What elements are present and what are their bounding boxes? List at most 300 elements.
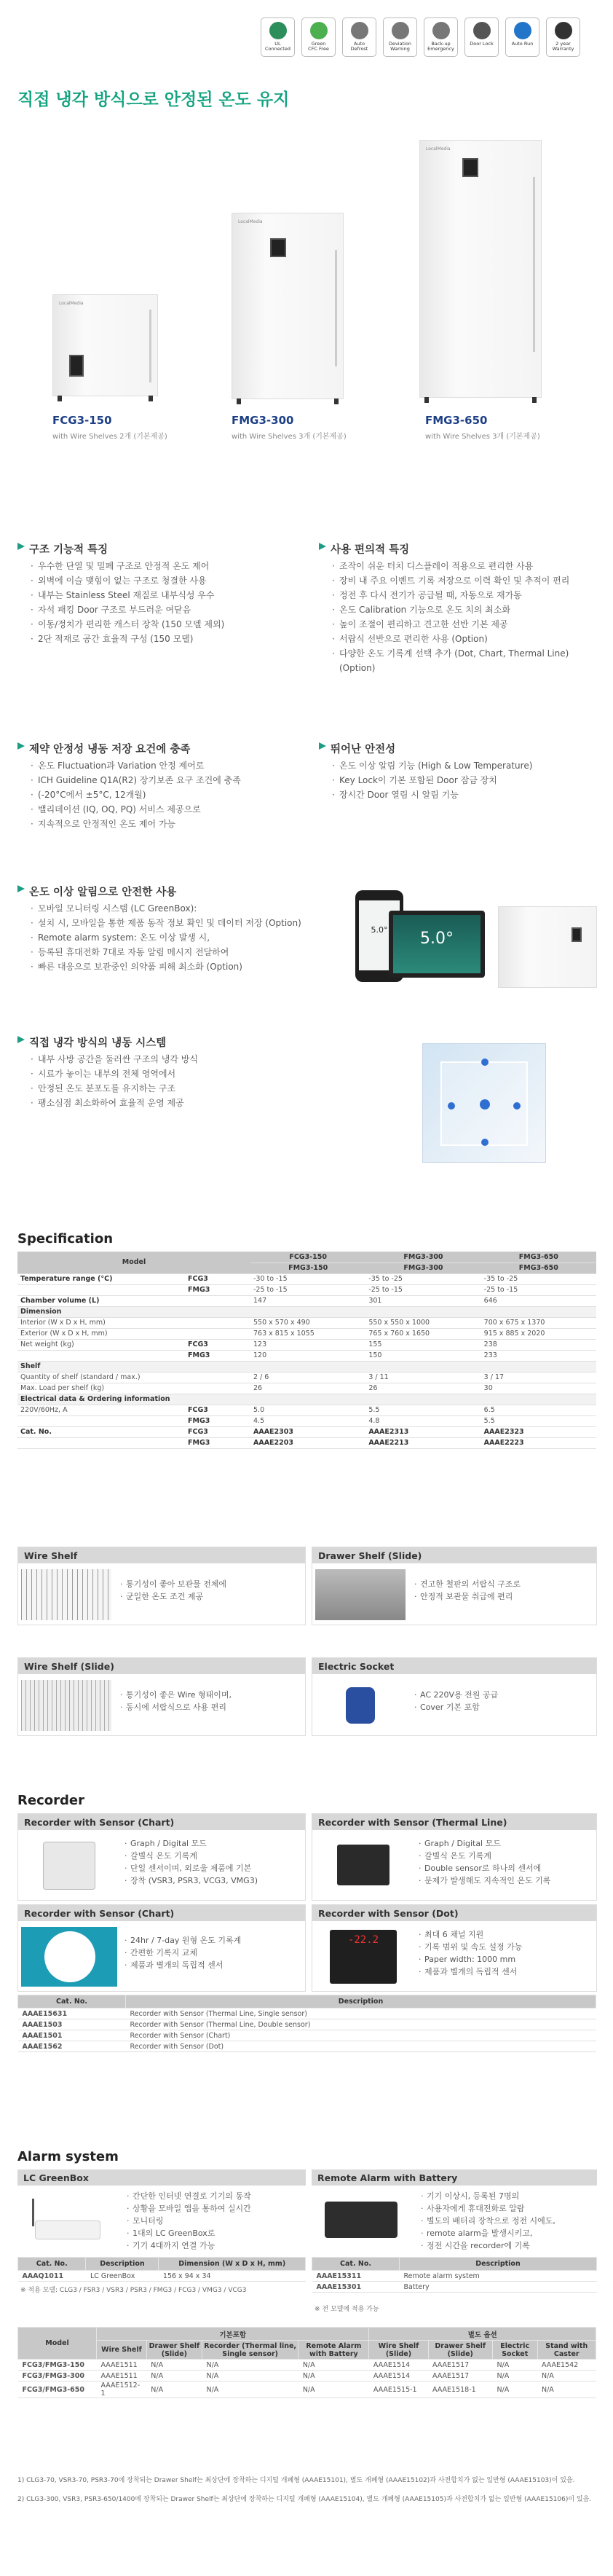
spec-cell: 550 x 550 x 1000 [365, 1317, 480, 1328]
badge-label: Warranty [552, 46, 574, 52]
table-row [312, 2271, 597, 2282]
spec-cell: -25 to -15 [481, 1284, 596, 1295]
list-item: · 1대의 LC GreenBox로 [127, 2227, 251, 2239]
spec-cell [365, 1306, 480, 1317]
remote-alarm-note: ※ 전 모델에 적용 가능 [315, 2306, 379, 2313]
table-cell: N/A [492, 2371, 537, 2381]
table-cell: N/A [298, 2371, 369, 2381]
opt-col-header: Stand with Caster [537, 2341, 596, 2360]
spec-row [17, 1328, 596, 1339]
recorder-dot-display: -22.2 [330, 1930, 397, 1984]
list-item: · Remote alarm system: 온도 이상 발생 시, [29, 930, 335, 945]
greenbox-table [17, 2257, 306, 2282]
list-item: · remote alarm을 발생시키고, [421, 2227, 555, 2239]
list-item: · 내부 사방 공간을 둘러싼 구조의 냉각 방식 [29, 1052, 277, 1067]
alarm-card-greenbox [17, 2169, 306, 2255]
opt-th-model: Model [18, 2328, 97, 2360]
spec-row [17, 1306, 596, 1317]
spec-cell: -25 to -15 [365, 1284, 480, 1295]
feature-list-stability [29, 758, 277, 831]
recorder-card-title: Recorder with Sensor (Chart) [18, 1905, 305, 1921]
spec-row [17, 1295, 596, 1306]
spec-cell: 6.5 [481, 1405, 596, 1415]
table-cell: AAAE1562 [18, 2041, 126, 2052]
accessory-title: Wire Shelf [18, 1547, 305, 1563]
list-item: · 상황을 모바일 앱을 통하여 실시간 [127, 2202, 251, 2215]
list-item: · 다양한 온도 기록계 선택 추가 (Dot, Chart, Thermal Line) (Option) [331, 646, 600, 675]
freezer-image-fmg3-300: LocalMedia [232, 213, 344, 399]
alarm-card-remote [312, 2169, 597, 2255]
freezer-image-fmg3-650: LocalMedia [419, 140, 542, 398]
table-cell: N/A [298, 2360, 369, 2371]
list-item: · 온도 Calibration 기능으로 온도 치의 최소화 [331, 602, 600, 617]
table-cell: AAAE15301 [312, 2282, 400, 2293]
table-cell: AAAE1514 [369, 2371, 428, 2381]
badge-label: Connected [264, 46, 290, 52]
headline: 직접 냉각 방식으로 안정된 온도 유지 [17, 90, 290, 109]
spec-cell: FCG3 [185, 1405, 250, 1415]
list-item: · 안정적 보관물 취급에 편리 [414, 1590, 521, 1603]
list-item: · 문제가 발생해도 지속적인 온도 기록 [419, 1874, 550, 1887]
table-row [18, 2360, 596, 2371]
recorder-card-chart-round [17, 1904, 306, 1992]
opt-col-header: Drawer Shelf (Slide) [428, 2341, 492, 2360]
freezer-image-small [498, 906, 597, 988]
options-note-1: 1) CLG3-70, VSR3-70, PSR3-70에 장착되는 Drawer Shelf는 최상단에 장착하는 디지털 개폐형 (AAAE15101), 별도 개폐형 (AAAE15102)과 사전합치가 없는 일반형 (AAAE15103)이 있음. [17, 2477, 575, 2484]
spec-col-0: FCG3-150 [250, 1252, 365, 1263]
wire-shelf-image [21, 1569, 111, 1620]
table-row [18, 2030, 596, 2041]
spec-cell: AAAE2303 [250, 1426, 365, 1437]
badge-green-cfc-free [301, 17, 336, 57]
table-row [18, 2019, 596, 2030]
spec-cell: 3 / 17 [481, 1372, 596, 1383]
list-item: · 24hr / 7-day 원형 온도 기록계 [124, 1934, 241, 1947]
opt-col-header: Remote Alarm with Battery [298, 2341, 369, 2360]
gb-th-dim: Dimension (W x D x H, mm) [159, 2258, 306, 2271]
list-item: · 내부는 Stainless Steel 재질로 내부식성 우수 [29, 588, 277, 602]
spec-cell: 5.5 [481, 1415, 596, 1426]
freezer-image-fcg3-150: LocalMedia [52, 294, 158, 396]
feature-title-stability: 제약 안정성 냉동 저장 요건에 충족 [17, 741, 190, 756]
table-cell: AAAE1503 [18, 2019, 126, 2030]
table-cell: AAAE1515-1 [369, 2381, 428, 2398]
feature-list-usability [331, 559, 600, 675]
recorder-table [17, 1995, 596, 2052]
list-item: · 빠른 대응으로 보관중인 의약품 피해 최소화 (Option) [29, 959, 335, 974]
badge-label: Emergency [427, 46, 454, 52]
feature-title-cooling: 직접 냉각 방식의 냉동 시스템 [17, 1034, 166, 1050]
table-cell: AAAE1512-1 [97, 2381, 147, 2398]
table-row [18, 2041, 596, 2052]
table-row [312, 2282, 597, 2293]
spec-cell: -25 to -15 [250, 1284, 365, 1295]
remote-alarm-table [312, 2257, 597, 2293]
list-item: · Graph / Digital 모드 [124, 1837, 258, 1850]
alarm-title: Alarm system [17, 2149, 119, 2164]
spec-cell: 550 x 570 x 490 [250, 1317, 365, 1328]
spec-cell: 5.5 [365, 1405, 480, 1415]
list-item: · 간편한 기록지 교체 [124, 1947, 241, 1959]
spec-cell [185, 1394, 250, 1405]
spec-row [17, 1372, 596, 1383]
spec-cell: 3 / 11 [365, 1372, 480, 1383]
list-item: · 통기성이 좋은 Wire 형태이며, [120, 1689, 232, 1701]
spec-cell: 2 / 6 [250, 1372, 365, 1383]
spec-cell: FCG3 [185, 1426, 250, 1437]
spec-cell: AAAE2203 [250, 1437, 365, 1448]
opt-th-group1: 기본포함 [97, 2328, 369, 2341]
list-item: · AC 220V용 전원 공급 [414, 1689, 498, 1701]
list-item: · 설치 시, 모바일을 통한 제품 동작 정보 확인 및 데이터 저장 (Option) [29, 916, 335, 930]
spec-cell: Max. Load per shelf (kg) [17, 1383, 185, 1394]
feature-title-safety: 뛰어난 안전성 [319, 741, 395, 756]
accessory-title: Drawer Shelf (Slide) [312, 1547, 596, 1563]
spec-cell: Cat. No. [17, 1426, 185, 1437]
opt-col-header: Recorder (Thermal line, Single sensor) [202, 2341, 298, 2360]
spec-cell: 147 [250, 1295, 365, 1306]
badge-ul-connected [261, 17, 295, 57]
spec-cell: Dimension [17, 1306, 185, 1317]
list-item: · 간단한 인터넷 연결로 기기의 동작 [127, 2190, 251, 2202]
badge-emergency [424, 17, 458, 57]
cooling-diagram-image [422, 1043, 546, 1163]
list-item: · 단일 센서이며, 외로울 제품에 기본 [124, 1862, 258, 1874]
spec-cell: -35 to -25 [481, 1273, 596, 1284]
spec-cell: 238 [481, 1339, 596, 1350]
feature-title-usability: 사용 편의적 특징 [319, 541, 409, 557]
spec-cell: Exterior (W x D x H, mm) [17, 1328, 185, 1339]
accessory-card-wire-shelf [17, 1547, 306, 1625]
list-item: · 시료가 놓이는 내부의 전체 영역에서 [29, 1067, 277, 1081]
opt-th-group2: 별도 옵션 [369, 2328, 596, 2341]
spec-cell: -30 to -15 [250, 1273, 365, 1284]
recorder-card-title: Recorder with Sensor (Chart) [18, 1814, 305, 1830]
spec-cell: Electrical data & Ordering information [17, 1394, 185, 1405]
list-item: · 동시에 서랍식으로 사용 편리 [120, 1701, 232, 1713]
spec-cell: FCG3 [185, 1273, 250, 1284]
spec-cell: Quantity of shelf (standard / max.) [17, 1372, 185, 1383]
badge-warranty [546, 17, 580, 57]
spec-cell: 4.5 [250, 1415, 365, 1426]
spec-cell: Interior (W x D x H, mm) [17, 1317, 185, 1328]
spec-cell [481, 1361, 596, 1372]
spec-table [17, 1252, 596, 1449]
list-item: · 지속적으로 안정적인 온도 제어 가능 [29, 817, 277, 831]
recorder-th-catno: Cat. No. [18, 1995, 126, 2008]
table-cell: N/A [202, 2371, 298, 2381]
spec-cell [185, 1295, 250, 1306]
feature-list-safety [331, 758, 600, 802]
wire-shelf-slide-image [21, 1680, 111, 1731]
spec-cell [250, 1361, 365, 1372]
spec-cell: -35 to -25 [365, 1273, 480, 1284]
feature-title-structure: 구조 기능적 특징 [17, 541, 108, 557]
accessory-card-wire-shelf-slide [17, 1657, 306, 1736]
spec-cell [17, 1284, 185, 1295]
table-cell: Remote alarm system [400, 2271, 597, 2282]
badge-label: Defrost [350, 46, 368, 52]
spec-cell: 30 [481, 1383, 596, 1394]
spec-cell: 4.8 [365, 1415, 480, 1426]
opt-col-header: Wire Shelf (Slide) [369, 2341, 428, 2360]
opt-col-header: Wire Shelf [97, 2341, 147, 2360]
table-cell: AAAE1501 [18, 2030, 126, 2041]
list-item: · 기기 이상시, 등록된 7명의 [421, 2190, 555, 2202]
product-name-fmg3-300: FMG3-300 [232, 414, 294, 427]
list-item: · Paper width: 1000 mm [419, 1953, 522, 1966]
spec-row [17, 1394, 596, 1405]
list-item: · 제품과 별개의 독립적 센서 [419, 1966, 522, 1978]
gb-th-catno: Cat. No. [18, 2258, 86, 2271]
greenbox-note: ※ 적용 모델: CLG3 / FSR3 / VSR3 / PSR3 / FMG3 / FCG3 / VMG3 / VCG3 [20, 2287, 247, 2294]
list-item: · 장착 (VSR3, PSR3, VCG3, VMG3) [124, 1874, 258, 1887]
badge-label: Deviation [388, 41, 412, 47]
list-item: · 이동/정치가 편리한 캐스터 장착 (150 모델 제외) [29, 617, 277, 632]
list-item: · 온도 Fluctuation과 Variation 안정 제어로 [29, 758, 277, 773]
spec-row [17, 1405, 596, 1415]
spec-cell: 120 [250, 1350, 365, 1361]
spec-cell: 155 [365, 1339, 480, 1350]
table-row [18, 2271, 306, 2282]
spec-cell [481, 1306, 596, 1317]
badge-label: Auto [353, 41, 365, 47]
table-cell: N/A [492, 2381, 537, 2398]
spec-cell: AAAE2313 [365, 1426, 480, 1437]
table-cell: AAAE1517 [428, 2360, 492, 2371]
recorder-chart-image [21, 1836, 117, 1896]
table-cell: N/A [298, 2381, 369, 2398]
list-item: · 기기 4대까지 연결 가능 [127, 2239, 251, 2252]
list-item: · 2단 적재로 공간 효율적 구성 (150 모델) [29, 632, 277, 646]
recorder-card-desc [419, 1837, 550, 1887]
accessory-card-drawer-shelf [312, 1547, 597, 1625]
spec-cell [185, 1328, 250, 1339]
opt-col-header: Drawer Shelf (Slide) [146, 2341, 202, 2360]
badge-label: Green [311, 41, 326, 47]
table-cell: AAAE15631 [18, 2008, 126, 2019]
table-row [18, 2008, 596, 2019]
spec-cell [250, 1306, 365, 1317]
badge-label: Warning [390, 46, 410, 52]
list-item: · 갈별식 온도 기록계 [124, 1850, 258, 1862]
spec-cell: FMG3 [185, 1415, 250, 1426]
spec-row [17, 1361, 596, 1372]
list-item: · 자석 패킹 Door 구조로 부드러운 여닫음 [29, 602, 277, 617]
table-cell: Recorder with Sensor (Dot) [126, 2041, 596, 2052]
spec-row [17, 1317, 596, 1328]
spec-cell [481, 1394, 596, 1405]
product-name-fcg3-150: FCG3-150 [52, 414, 112, 427]
table-cell: AAAQ1011 [18, 2271, 86, 2282]
list-item: · 안정된 온도 분포도를 유지하는 구조 [29, 1081, 277, 1096]
table-cell: Recorder with Sensor (Thermal Line, Single sensor) [126, 2008, 596, 2019]
accessory-title: Electric Socket [312, 1658, 596, 1674]
list-item: · 기록 범위 및 속도 설정 가능 [419, 1941, 522, 1953]
spec-cell: Temperature range (°C) [17, 1273, 185, 1284]
list-item: · 모바일 모니터링 시스템 (LC GreenBox): [29, 901, 335, 916]
spec-cell: Net weight (kg) [17, 1339, 185, 1350]
spec-cell [17, 1437, 185, 1448]
feature-list-alarm [29, 901, 335, 974]
feature-title-alarm: 온도 이상 알림으로 안전한 사용 [17, 884, 176, 899]
recorder-card-desc [124, 1837, 258, 1887]
spec-cell: AAAE2213 [365, 1437, 480, 1448]
badge-label: CFC Free [308, 46, 329, 52]
table-cell: AAAE15311 [312, 2271, 400, 2282]
greenbox-image [20, 2191, 115, 2248]
table-cell: FCG3/FMG3-650 [18, 2381, 97, 2398]
badge-label: 2 year [555, 41, 571, 47]
spec-cell: AAAE2223 [481, 1437, 596, 1448]
spec-cell [17, 1415, 185, 1426]
list-item: · (-20°C에서 ±5°C, 12개월) [29, 788, 277, 802]
table-cell: AAAE1542 [537, 2360, 596, 2371]
feature-list-structure [29, 559, 277, 646]
table-cell: N/A [492, 2360, 537, 2371]
list-item: · ICH Guideline Q1A(R2) 장기보존 요구 조건에 충족 [29, 773, 277, 788]
recorder-card-desc [419, 1928, 522, 1978]
spec-cell: Chamber volume (L) [17, 1295, 185, 1306]
spec-cell: 26 [250, 1383, 365, 1394]
auto-run-icon [514, 22, 531, 39]
emergency-icon [432, 22, 450, 39]
table-cell: N/A [537, 2381, 596, 2398]
spec-row [17, 1437, 596, 1448]
spec-row [17, 1284, 596, 1295]
spec-cell: 646 [481, 1295, 596, 1306]
spec-cell [365, 1394, 480, 1405]
spec-cell: FMG3 [185, 1284, 250, 1295]
table-cell: 156 x 94 x 34 [159, 2271, 306, 2282]
auto-defrost-icon [351, 22, 368, 39]
recorder-thermal-image [315, 1836, 411, 1896]
monitor-image [389, 911, 485, 978]
recorder-title: Recorder [17, 1793, 84, 1808]
spec-cell [185, 1317, 250, 1328]
spec-cell: FMG3 [185, 1350, 250, 1361]
list-item: · 밸리데이션 (IQ, OQ, PQ) 서비스 제공으로 [29, 802, 277, 817]
feature-list-cooling [29, 1052, 277, 1110]
list-item: · Cover 기본 포함 [414, 1701, 498, 1713]
table-cell: FCG3/FMG3-150 [18, 2360, 97, 2371]
spec-cell: 233 [481, 1350, 596, 1361]
list-item: · 갈별식 온도 기록계 [419, 1850, 550, 1862]
list-item: · 최대 6 채널 지원 [419, 1928, 522, 1941]
spec-cell: 915 x 885 x 2020 [481, 1328, 596, 1339]
table-cell: AAAE1511 [97, 2371, 147, 2381]
product-sub-fmg3-650: with Wire Shelves 3개 (기본제공) [425, 433, 540, 441]
badge-deviation-warning [383, 17, 417, 57]
spec-cell [250, 1394, 365, 1405]
spec-cell: 150 [365, 1350, 480, 1361]
recorder-th-desc: Description [126, 1995, 596, 2008]
list-item: · 팽소심점 최소화하여 효율적 운영 제공 [29, 1096, 277, 1110]
greenbox-title: LC GreenBox [17, 2169, 306, 2186]
recorder-card-title: Recorder with Sensor (Dot) [312, 1905, 596, 1921]
product-name-fmg3-650: FMG3-650 [425, 414, 488, 427]
spec-col-1: FMG3-300 [365, 1252, 480, 1263]
drawer-shelf-image [315, 1569, 406, 1620]
list-item: · 온도 이상 알림 기능 (High & Low Temperature) [331, 758, 600, 773]
spec-row [17, 1339, 596, 1350]
spec-row [17, 1273, 596, 1284]
list-item: · 등록된 휴대전화 7대로 자동 알림 메시지 전달하여 [29, 945, 335, 959]
spec-cell: 123 [250, 1339, 365, 1350]
green-cfc-free-icon [310, 22, 328, 39]
badge-auto-run [505, 17, 539, 57]
spec-cell [365, 1361, 480, 1372]
accessory-desc [120, 1578, 226, 1603]
recorder-card-thermal-line [312, 1813, 597, 1901]
ra-th-catno: Cat. No. [312, 2258, 400, 2271]
spec-cell: 26 [365, 1383, 480, 1394]
recorder-card-chart [17, 1813, 306, 1901]
badge-label: UL [274, 41, 281, 47]
table-cell: N/A [202, 2360, 298, 2371]
list-item: · 정전 시간을 recorder에 기록 [421, 2239, 555, 2252]
spec-row [17, 1426, 596, 1437]
list-item: · 균일한 온도 조건 제공 [120, 1590, 226, 1603]
spec-cell: Shelf [17, 1361, 185, 1372]
remote-alarm-title: Remote Alarm with Battery [312, 2169, 597, 2186]
spec-cell: 220V/60Hz, A [17, 1405, 185, 1415]
table-cell: LC GreenBox [86, 2271, 159, 2282]
list-item: · Key Lock이 기본 포함된 Door 잠금 장치 [331, 773, 600, 788]
spec-cell [17, 1350, 185, 1361]
product-sub-fcg3-150: with Wire Shelves 2개 (기본제공) [52, 433, 167, 441]
spec-cell: 765 x 760 x 1650 [365, 1328, 480, 1339]
table-cell: AAAE1518-1 [428, 2381, 492, 2398]
table-cell: N/A [146, 2371, 202, 2381]
table-cell: FCG3/FMG3-300 [18, 2371, 97, 2381]
spec-col2-1: FMG3-300 [365, 1263, 480, 1273]
options-table [17, 2327, 596, 2398]
spec-cell: 700 x 675 x 1370 [481, 1317, 596, 1328]
options-note-2: 2) CLG3-300, VSR3, PSR3-650/1400에 장착되는 Drawer Shelf는 최상단에 장착하는 디지털 개폐형 (AAAE15104), 별도 개폐형 (AAAE15105)과 사전합치가 없는 일반형 (AAAE15106)이 있음. [17, 2496, 592, 2503]
ul-connected-icon [269, 22, 287, 39]
list-item: · 외벽에 이슬 맺힘이 없는 구조로 청결한 사용 [29, 573, 277, 588]
list-item: · 별도의 배터리 장착으로 정전 시에도, [421, 2215, 555, 2227]
spec-col2-0: FMG3-150 [250, 1263, 365, 1273]
spec-model-header: Model [17, 1252, 250, 1273]
list-item: · 조작이 쉬운 터치 디스플레이 적용으로 편리한 사용 [331, 559, 600, 573]
table-cell: AAAE1517 [428, 2371, 492, 2381]
spec-cell [185, 1361, 250, 1372]
warranty-icon [555, 22, 572, 39]
electric-socket-image [315, 1680, 406, 1731]
accessory-card-electric-socket [312, 1657, 597, 1736]
deviation-warning-icon [392, 22, 409, 39]
ra-th-desc: Description [400, 2258, 597, 2271]
table-cell: N/A [146, 2381, 202, 2398]
opt-col-header: Electric Socket [492, 2341, 537, 2360]
recorder-card-title: Recorder with Sensor (Thermal Line) [312, 1814, 596, 1830]
list-item: · 견고한 철판의 서랍식 구조로 [414, 1578, 521, 1590]
monitor-screen-temp: 5.0° [393, 915, 480, 973]
table-cell: N/A [202, 2381, 298, 2398]
list-item: · 높이 조절이 편리하고 견고한 선반 기본 제공 [331, 617, 600, 632]
spec-title: Specification [17, 1231, 114, 1246]
table-cell: Battery [400, 2282, 597, 2293]
list-item: · Graph / Digital 모드 [419, 1837, 550, 1850]
spec-col-2: FMG3-650 [481, 1252, 596, 1263]
spec-row [17, 1350, 596, 1361]
list-item: · 사용자에게 휴대전화로 알람 [421, 2202, 555, 2215]
spec-cell [185, 1383, 250, 1394]
badge-label: Back-up [431, 41, 451, 47]
spec-cell: FMG3 [185, 1437, 250, 1448]
